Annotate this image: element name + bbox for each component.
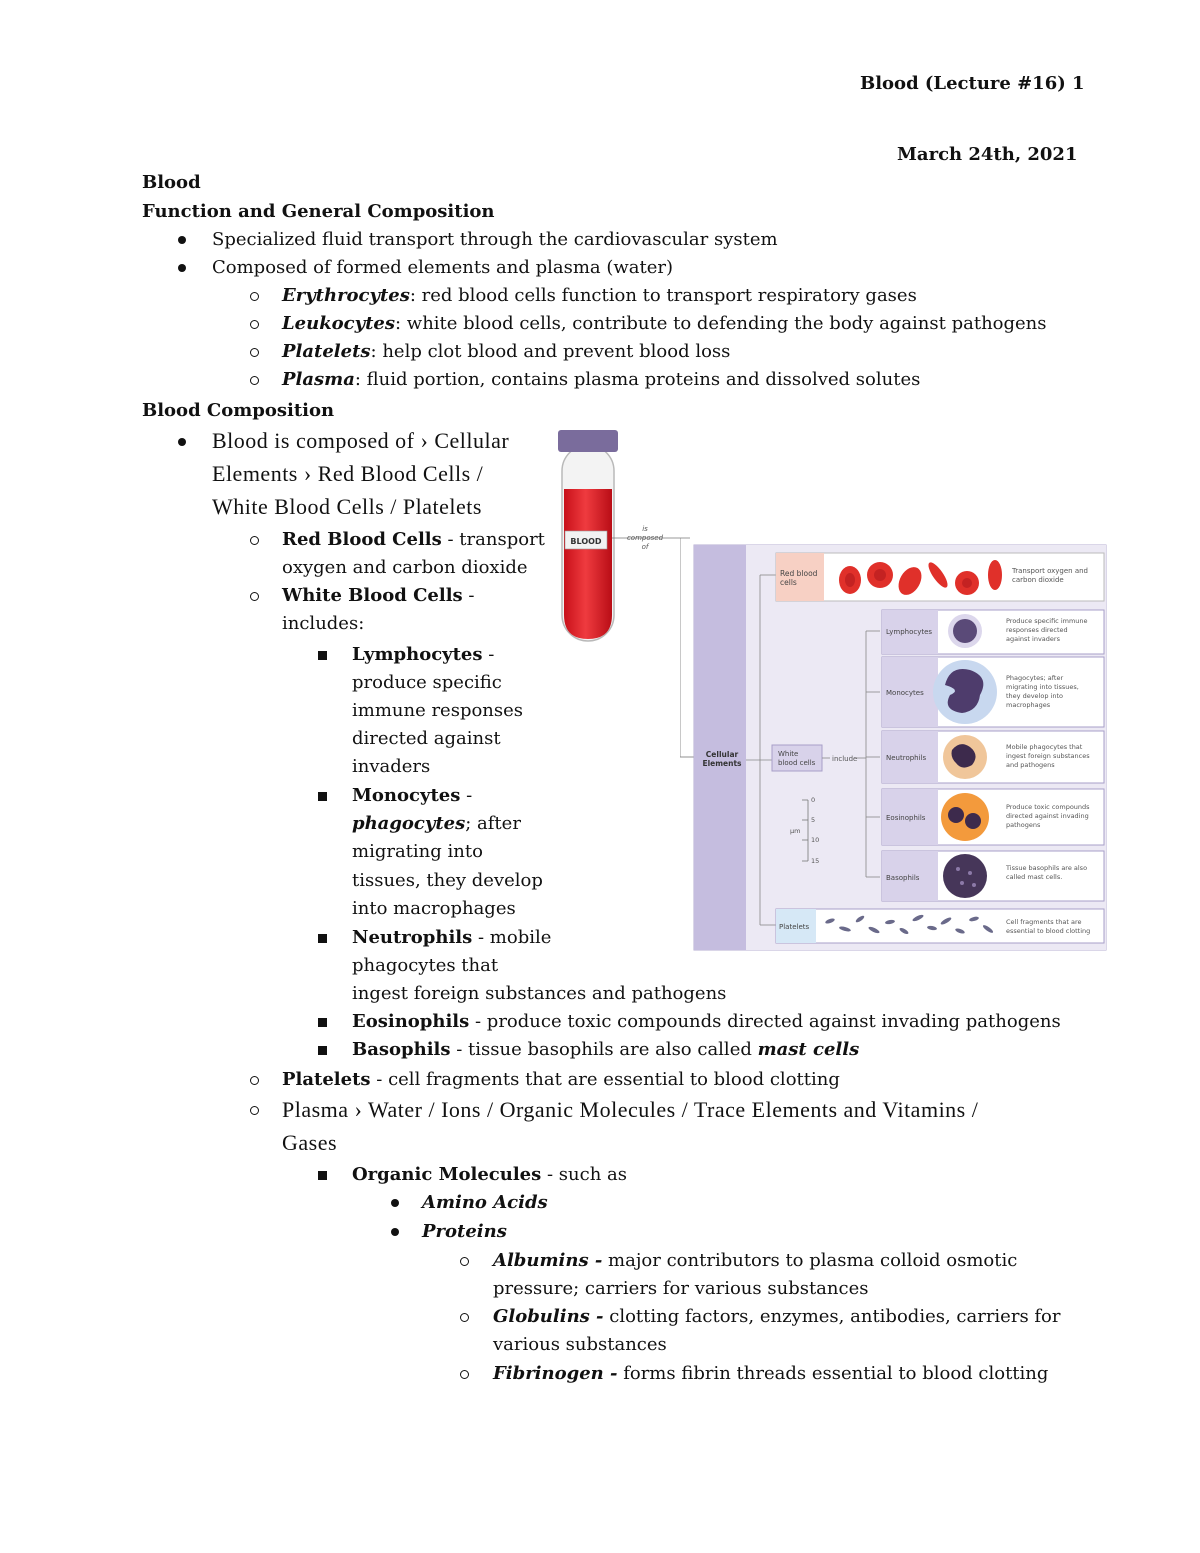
- date: March 24th, 2021: [897, 144, 1078, 165]
- lymph-desc: produce specific: [352, 672, 502, 693]
- wbc-line2: includes:: [282, 613, 365, 634]
- neutro-desc: ingest foreign substances and pathogens: [352, 983, 727, 1004]
- handwritten-line: White Blood Cells / Platelets: [212, 494, 482, 519]
- scale-tick: 5: [811, 816, 816, 824]
- square-bullet: [318, 651, 327, 660]
- eosinophil-row: [866, 789, 1104, 845]
- plasma-hand-line: Gases: [282, 1130, 338, 1155]
- bullet: [178, 236, 186, 244]
- tube-blood: [564, 489, 612, 639]
- fibrinogen-line: Fibrinogen - forms fibrin threads essential to blood clotting: [493, 1363, 1049, 1384]
- baso-line: Basophils - tissue basophils are also called mast cells: [352, 1039, 860, 1060]
- bullet: [178, 264, 186, 272]
- lymph-desc: invaders: [352, 756, 431, 777]
- sub-bullet-text: Leukocytes: white blood cells, contribute to defending the body against pathogens: [282, 313, 1047, 334]
- blood-composition-diagram: [680, 535, 1110, 955]
- globulins-line: Globulins - clotting factors, enzymes, antibodies, carriers for: [493, 1306, 1061, 1327]
- svg-text:responses directed: responses directed: [1006, 626, 1068, 634]
- square-bullet: [318, 1046, 327, 1055]
- bullet: [391, 1228, 399, 1236]
- handwritten-line: Elements › Red Blood Cells /: [212, 461, 484, 486]
- monocyte-row: [866, 657, 1104, 727]
- svg-text:called mast cells.: called mast cells.: [1006, 873, 1063, 881]
- red-blood-cell: [988, 560, 1002, 590]
- neutro-line: Neutrophils - mobile: [352, 927, 552, 948]
- basophils-label: Basophils: [886, 874, 920, 882]
- rbc-box-label: Red blood: [780, 569, 818, 578]
- platelets-desc: essential to blood clotting: [1006, 927, 1091, 935]
- rbc-line2: oxygen and carbon dioxide: [282, 557, 528, 578]
- bullet-text: Composed of formed elements and plasma (water): [212, 257, 674, 278]
- cellular-elements-label: Elements: [702, 759, 742, 768]
- sub-bullet: [250, 592, 259, 601]
- svg-text:Mobile phagocytes that: Mobile phagocytes that: [1006, 743, 1083, 751]
- composed-of-label: is: [642, 525, 648, 533]
- lymph-desc: immune responses: [352, 700, 524, 721]
- scale-tick: 15: [811, 857, 820, 865]
- albumins-line2: pressure; carriers for various substances: [493, 1278, 869, 1299]
- albumins-line: Albumins - major contributors to plasma colloid osmotic: [493, 1250, 1018, 1271]
- mono-line2: phagocytes; after: [352, 813, 521, 834]
- neutro-desc: phagocytes that: [352, 955, 499, 976]
- proteins: Proteins: [422, 1221, 507, 1242]
- cellular-panel: [694, 545, 746, 950]
- svg-text:migrating into tissues,: migrating into tissues,: [1006, 683, 1079, 691]
- bullet-text: Specialized fluid transport through the cardiovascular system: [212, 229, 778, 250]
- sub-bullet: [250, 536, 259, 545]
- svg-text:directed against invading: directed against invading: [1006, 812, 1089, 820]
- sub-bullet: [460, 1313, 469, 1322]
- scale-unit: μm: [790, 827, 801, 835]
- wbc-box: [772, 745, 822, 771]
- rbc-box-label: cells: [780, 578, 797, 587]
- sub-bullet-text: Platelets: help clot blood and prevent blood loss: [282, 341, 731, 362]
- square-bullet: [318, 792, 327, 801]
- monocytes-label: Monocytes: [886, 689, 924, 697]
- svg-text:pathogens: pathogens: [1006, 821, 1041, 829]
- platelets-box-label: Platelets: [779, 923, 810, 931]
- bullet: [391, 1199, 399, 1207]
- wbc-line: White Blood Cells -: [282, 585, 475, 606]
- sub-bullet-text: Plasma: fluid portion, contains plasma proteins and dissolved solutes: [282, 369, 921, 390]
- wbc-box-label: blood cells: [778, 759, 816, 767]
- blood-tube-figure: [540, 425, 700, 655]
- svg-text:against invaders: against invaders: [1006, 635, 1060, 643]
- sub-bullet: [250, 1106, 259, 1115]
- section-heading-composition: Blood Composition: [142, 400, 335, 421]
- sub-bullet-text: Erythrocytes: red blood cells function to transport respiratory gases: [282, 285, 917, 306]
- amino-acids: Amino Acids: [422, 1192, 548, 1213]
- svg-text:Produce toxic compounds: Produce toxic compounds: [1006, 803, 1090, 811]
- bullet: [178, 438, 186, 446]
- square-bullet: [318, 1171, 327, 1180]
- mono-desc: into macrophages: [352, 898, 516, 919]
- handwritten-line: Blood is composed of › Cellular: [212, 428, 510, 453]
- eosino-line: Eosinophils - produce toxic compounds directed against invading pathogens: [352, 1011, 1061, 1032]
- mono-desc: tissues, they develop: [352, 870, 543, 891]
- sub-bullet: [250, 1076, 259, 1085]
- neutrophil-row: [866, 731, 1104, 783]
- rbc-desc: carbon dioxide: [1012, 576, 1064, 584]
- svg-text:Phagocytes; after: Phagocytes; after: [1006, 674, 1064, 682]
- lymphocyte-row: [866, 610, 1104, 654]
- sub-bullet: [250, 348, 259, 357]
- globulins-line2: various substances: [493, 1334, 667, 1355]
- composed-of-label: composed: [626, 534, 664, 542]
- square-bullet: [318, 1018, 327, 1027]
- svg-text:ingest foreign substances: ingest foreign substances: [1006, 752, 1090, 760]
- sub-bullet: [460, 1257, 469, 1266]
- scale-tick: 10: [811, 836, 820, 844]
- rbc-line: Red Blood Cells - transport: [282, 529, 545, 550]
- eosinophil-cell: [941, 793, 989, 841]
- cellular-elements-label: Cellular: [705, 750, 739, 759]
- platelets-row: [776, 909, 1104, 943]
- section-heading-function: Function and General Composition: [142, 201, 495, 222]
- mono-line: Monocytes -: [352, 785, 473, 806]
- lymph-desc: directed against: [352, 728, 501, 749]
- platelets-desc: Cell fragments that are: [1006, 918, 1082, 926]
- platelets-line: Platelets - cell fragments that are essential to blood clotting: [282, 1069, 840, 1090]
- rbc-desc: Transport oxygen and: [1012, 567, 1089, 575]
- organic-line: Organic Molecules - such as: [352, 1164, 627, 1185]
- scale-tick: 0: [811, 796, 816, 804]
- include-label: include: [832, 755, 858, 763]
- sub-bullet: [460, 1370, 469, 1379]
- plasma-hand-line: Plasma › Water / Ions / Organic Molecules / Trace Elements and Vitamins /: [282, 1097, 979, 1122]
- svg-text:Tissue basophils are also: Tissue basophils are also: [1006, 864, 1088, 872]
- composed-of-label: of: [641, 543, 649, 551]
- svg-text:Produce specific immune: Produce specific immune: [1006, 617, 1088, 625]
- tube-label: BLOOD: [570, 537, 602, 546]
- eosinophils-label: Eosinophils: [886, 814, 926, 822]
- svg-text:they develop into: they develop into: [1006, 692, 1063, 700]
- svg-text:macrophages: macrophages: [1006, 701, 1051, 709]
- neutrophils-label: Neutrophils: [886, 754, 927, 762]
- running-header: Blood (Lecture #16) 1: [860, 73, 1085, 94]
- basophil-row: [866, 851, 1104, 901]
- wbc-box-label: White: [778, 750, 799, 758]
- svg-text:and pathogens: and pathogens: [1006, 761, 1055, 769]
- sub-bullet: [250, 376, 259, 385]
- lymph-line: Lymphocytes -: [352, 644, 495, 665]
- mono-desc: migrating into: [352, 841, 483, 862]
- sub-bullet: [250, 292, 259, 301]
- basophil-cell: [943, 854, 987, 898]
- tube-cap: [558, 430, 618, 452]
- sub-bullet: [250, 320, 259, 329]
- page-title: Blood: [142, 172, 201, 193]
- lymphocytes-label: Lymphocytes: [886, 628, 933, 636]
- square-bullet: [318, 934, 327, 943]
